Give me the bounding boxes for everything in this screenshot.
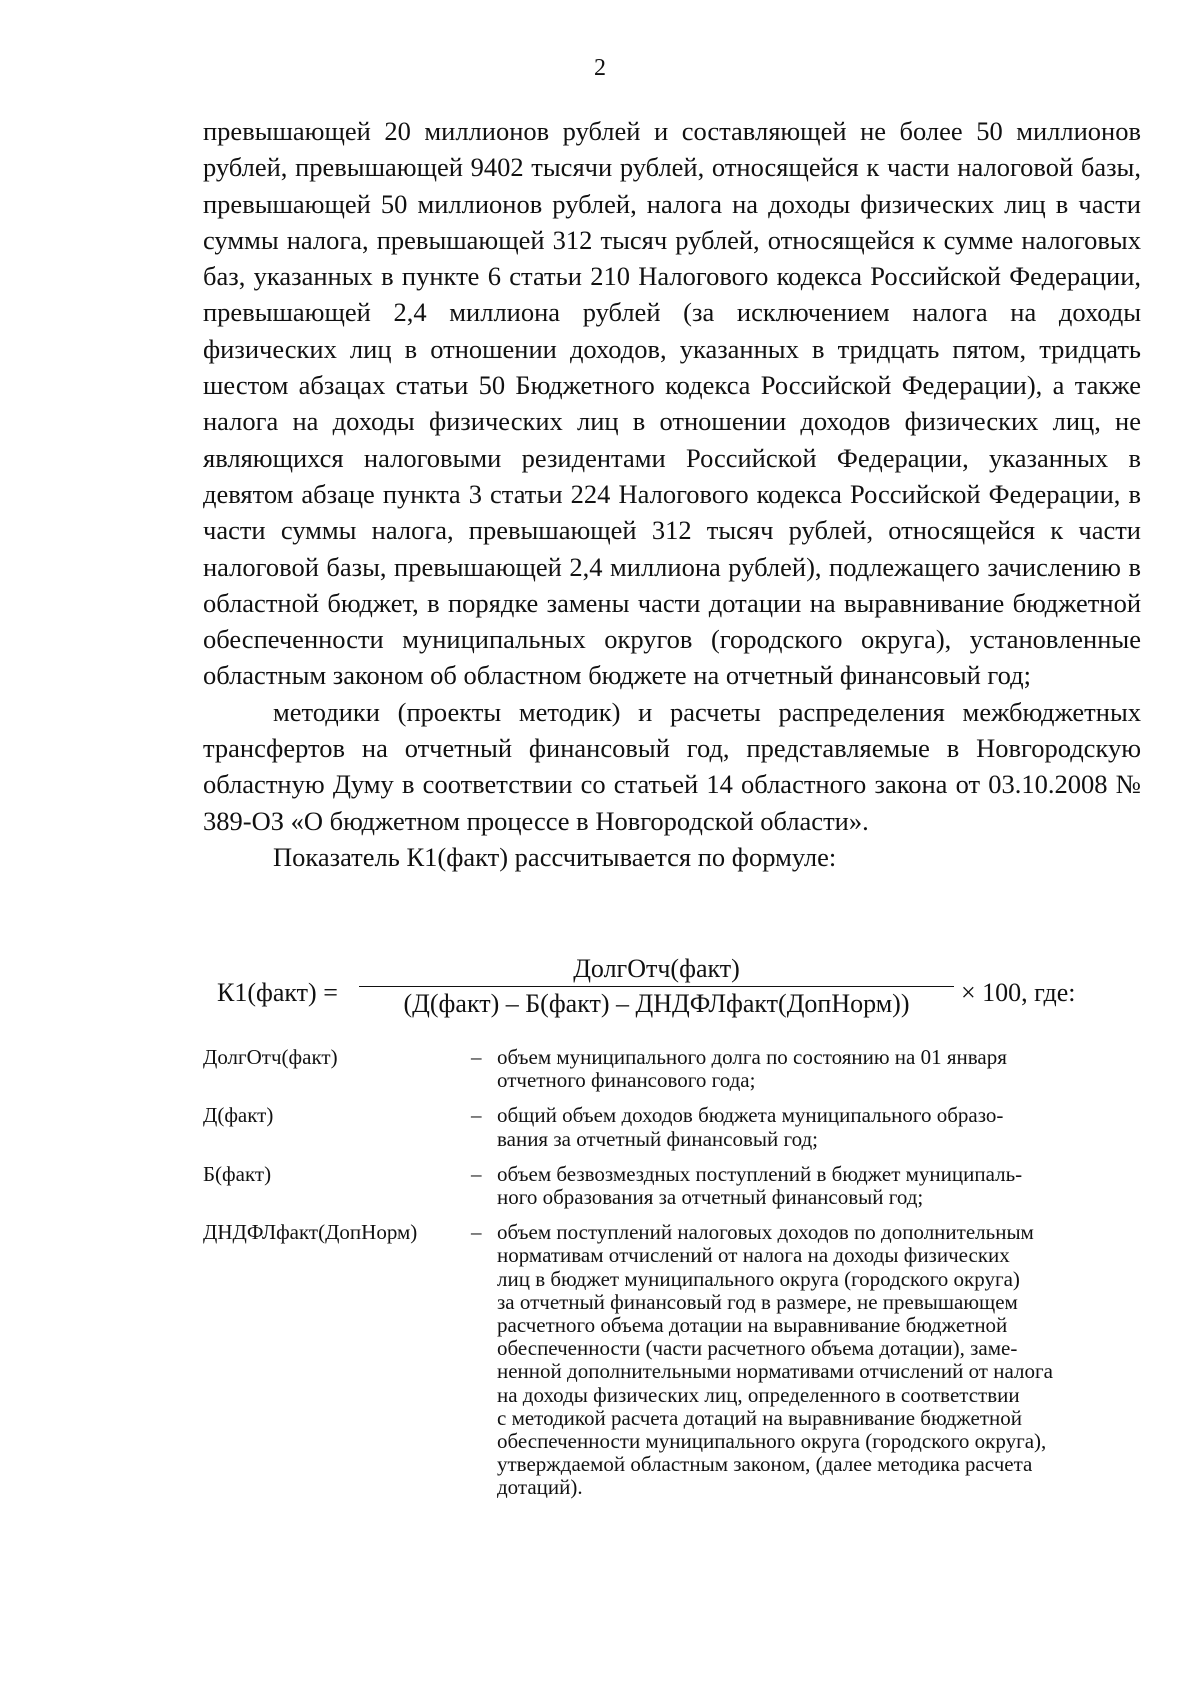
definition-line: нормативам отчислений от налога на доходы физических (497, 1243, 1010, 1268)
definition-line: с методикой расчета дотаций на выравнивание бюджетной (497, 1405, 1023, 1430)
formula-k1 (203, 954, 1141, 1034)
formula-numerator: ДолгОтч(факт) (573, 954, 740, 983)
definition-dash: – (471, 1220, 482, 1245)
formula-denominator: (Д(факт) – Б(факт) – ДНДФЛфакт(ДопНорм)) (403, 989, 910, 1018)
definition-line: объем поступлений налоговых доходов по дополнительным (497, 1220, 1034, 1245)
fraction-bar (359, 986, 954, 987)
definition-line: утверждаемой областным законом, (далее методика расчета (497, 1452, 1033, 1477)
definition-line: на доходы физических лиц, определенного в соответствии (497, 1382, 1020, 1407)
definition-dash: – (471, 1161, 482, 1186)
formula-lhs: К1(факт) = (217, 978, 338, 1007)
definition-line: за отчетный финансовый год в размере, не превышающем (497, 1289, 1018, 1314)
definition-text (497, 1104, 1141, 1150)
definition-d-fakt (203, 1104, 1141, 1150)
formula-rhs: × 100, где: (961, 978, 1076, 1007)
definition-term: Д(факт) (203, 1103, 274, 1128)
definition-line: расчетного объема дотации на выравнивание бюджетной (497, 1313, 1008, 1338)
definition-line: отчетного финансового года; (497, 1068, 756, 1093)
definition-line: лиц в бюджет муниципального округа (городского округа) (497, 1266, 1020, 1291)
document-body (203, 113, 1141, 875)
definition-b-fakt (203, 1163, 1141, 1209)
definition-text (497, 1221, 1141, 1499)
definition-line: ненной дополнительными нормативами отчислений от налога (497, 1359, 1053, 1384)
definition-line: ного образования за отчетный финансовый год; (497, 1185, 924, 1210)
definition-dash: – (471, 1045, 482, 1069)
definition-text (497, 1046, 1141, 1092)
definition-text (497, 1163, 1141, 1209)
definitions-list (203, 1046, 1141, 1512)
definition-dolgotch (203, 1046, 1141, 1092)
definition-line: обеспеченности (части расчетного объема дотации), заме- (497, 1336, 1018, 1361)
definition-term: ДНДФЛфакт(ДопНорм) (203, 1220, 418, 1245)
definition-line: общий объем доходов бюджета муниципального образо- (497, 1103, 1004, 1128)
definition-term: ДолгОтч(факт) (203, 1045, 338, 1069)
page-number: 2 (594, 55, 606, 81)
definition-line: объем безвозмездных поступлений в бюджет муниципаль- (497, 1161, 1023, 1186)
definition-line: дотаций). (497, 1475, 583, 1500)
definition-line: вания за отчетный финансовый год; (497, 1126, 818, 1151)
paragraph-methodologies: методики (проекты методик) и расчеты распределения межбюджетных трансфертов на отчетный финансовый год, представляемые в Новгородскую областную Думу в соответствии со статьей 14 областного закона от 03.10.2008 № 389-ОЗ «О бюджетном процессе в Новгородской области». (203, 696, 1141, 836)
paragraph-continuation: превышающей 20 миллионов рублей и составляющей не более 50 миллионов рублей, превышающей 9402 тысячи рублей, относящейся к части налоговой базы, превышающей 50 миллионов рублей, налога на доходы физических лиц в части суммы налога, превышающей 312 тысяч рублей, относящейся к сумме налоговых баз, указанных в пункте 6 статьи 210 Налогового кодекса Российской Федерации, превышающей 2,4 миллиона рублей (за исключением налога на доходы физических лиц в отношении доходов, указанных в тридцать пятом, тридцать шестом абзацах статьи 50 Бюджетного кодекса Российской Федерации), а также налога на доходы физических лиц в отношении доходов физических лиц, не являющихся налоговыми резидентами Российской Федерации, указанных в девятом абзаце пункта 3 статьи 224 Налогового кодекса Российской Федерации, в части суммы налога, превышающей 312 тысяч рублей, относящейся к части налоговой базы, превышающей 2,4 миллиона рублей), подлежащего зачислению в областной бюджет, в порядке замены части дотации на выравнивание бюджетной обеспеченности муниципальных округов (городского округа), установленные областным законом об областном бюджете на отчетный финансовый год; (203, 116, 1141, 691)
definition-term: Б(факт) (203, 1161, 272, 1186)
definition-line: объем муниципального долга по состоянию на 01 января (497, 1045, 1007, 1069)
paragraph-formula-intro: Показатель К1(факт) рассчитывается по формуле: (273, 841, 837, 872)
definition-dash: – (471, 1103, 482, 1128)
formula-fraction (359, 954, 954, 1019)
definition-line: обеспеченности муниципального округа (городского округа), (497, 1429, 1047, 1454)
definition-dndfl (203, 1221, 1141, 1499)
